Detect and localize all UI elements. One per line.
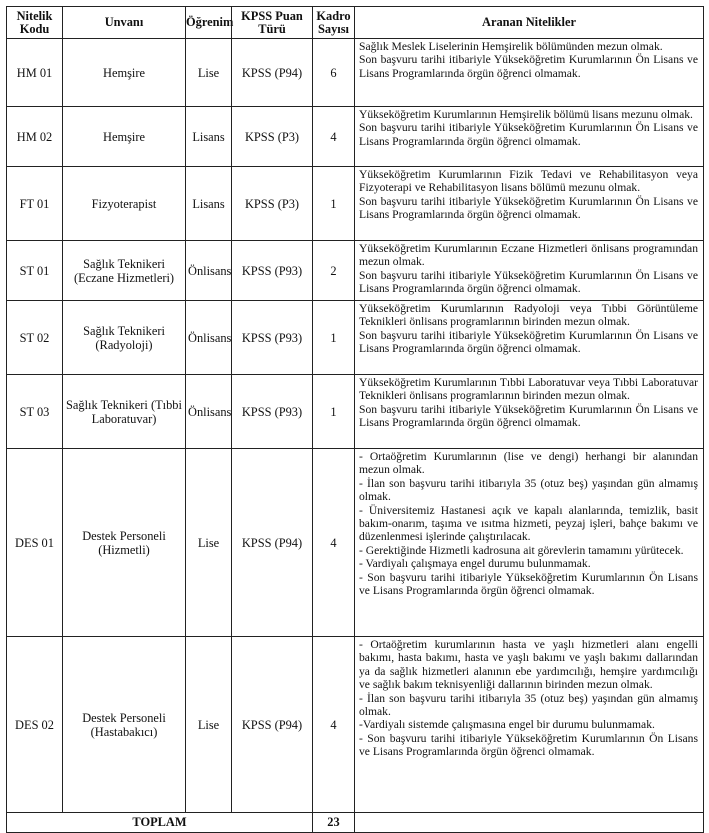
requirement-line: - Üniversitemiz Hastanesi açık ve kapalı alanlarında, temizlik, basit bakım-onarım, taşıma ve ısıtma hizmeti, peyzaj işleri, bahçe bakımı ve düzenlenmesi işlerinde çalıştırılacak. [359,503,698,544]
position-code: DES 02 [7,637,63,813]
requirement-line: Yükseköğretim Kurumlarının Radyoloji veya Tıbbi Görüntüleme Teknikleri önlisans programlarının birinden mezun olmak. [359,302,698,329]
education-level: Önlisans [186,241,232,301]
position-code: ST 01 [7,241,63,301]
position-count: 6 [313,39,355,107]
requirement-line: - Vardiyalı çalışmaya engel durumu bulunmamak. [359,557,591,571]
requirements-cell [355,167,704,241]
total-value: 23 [313,813,355,833]
requirement-line: - Son başvuru tarihi itibariyle Yükseköğretim Kurumlarının Ön Lisans ve Lisans Programlarında örgün öğrenci olmamak. [359,570,698,598]
requirements-cell [355,107,704,167]
kpss-score-type: KPSS (P94) [232,449,313,637]
position-title: Sağlık Teknikeri (Eczane Hizmetleri) [63,241,186,301]
position-title: Sağlık Teknikeri (Tıbbi Laboratuvar) [63,375,186,449]
table-row [7,39,704,107]
header-count: Kadro Sayısı [313,7,355,39]
table-row [7,449,704,637]
education-level: Lisans [186,107,232,167]
position-title: Hemşire [63,107,186,167]
education-level: Lisans [186,167,232,241]
requirement-line: Yükseköğretim Kurumlarının Fizik Tedavi ve Rehabilitasyon veya Fizyoterapi ve Rehabilitasyon lisans bölümü mezunu olmak. [359,168,698,195]
requirement-line: Sağlık Meslek Liselerinin Hemşirelik bölümünden mezun olmak. [359,40,663,53]
requirement-line: - Gerektiğinde Hizmetli kadrosuna ait görevlerin tamamını yürütecek. [359,543,684,557]
position-title: Sağlık Teknikeri (Radyoloji) [63,301,186,375]
position-count: 1 [313,167,355,241]
table-row [7,301,704,375]
requirement-line: Son başvuru tarihi itibariyle Yükseköğretim Kurumlarının Ön Lisans ve Lisans Programlarında örgün öğrenci olmamak. [359,328,698,356]
position-code: DES 01 [7,449,63,637]
requirement-line: - İlan son başvuru tarihi itibarıyla 35 (otuz beş) yaşından gün almamış olmak. [359,476,698,504]
position-count: 1 [313,375,355,449]
requirement-line: Yükseköğretim Kurumlarının Tıbbi Laboratuvar veya Tıbbi Laboratuvar Teknikleri önlisans programlarının birinden mezun olmak. [359,376,698,403]
requirement-line: - Ortaöğretim kurumlarının hasta ve yaşlı hizmetleri alanı engelli bakımı, hasta bakımı, hasta ve yaşlı bakımı ve yaşlı bakımı dallarından ya da sağlık hizmetleri alanının ebe yardımcılığı, hemşire yardımcılığı ve sağlık bakım teknisyenliği dallarının birinden mezun olmak. [359,638,698,692]
kpss-score-type: KPSS (P93) [232,241,313,301]
requirements-cell [355,449,704,637]
kpss-score-type: KPSS (P93) [232,375,313,449]
position-code: HM 01 [7,39,63,107]
requirement-line: Son başvuru tarihi itibariyle Yükseköğretim Kurumlarının Ön Lisans ve Lisans Programlarında örgün öğrenci olmamak. [359,268,698,296]
education-level: Lise [186,449,232,637]
header-title: Unvanı [63,7,186,39]
position-code: ST 03 [7,375,63,449]
requirement-line: Yükseköğretim Kurumlarının Eczane Hizmetleri önlisans programından mezun olmak. [359,242,698,269]
header-requirements: Aranan Nitelikler [355,7,704,39]
requirement-line: Yükseköğretim Kurumlarının Hemşirelik bölümü lisans mezunu olmak. [359,108,693,121]
table-row [7,241,704,301]
position-title: Hemşire [63,39,186,107]
position-count: 1 [313,301,355,375]
header-education: Öğrenim [186,7,232,39]
position-count: 4 [313,107,355,167]
requirement-line: Son başvuru tarihi itibariyle Yükseköğretim Kurumlarının Ön Lisans ve Lisans Programlarında örgün öğrenci olmamak. [359,402,698,430]
table-row [7,167,704,241]
kpss-score-type: KPSS (P3) [232,107,313,167]
requirement-line: -Vardiyalı sistemde çalışmasına engel bir durumu bulunmamak. [359,718,655,732]
education-level: Önlisans [186,375,232,449]
requirements-cell [355,637,704,813]
position-code: ST 02 [7,301,63,375]
kpss-score-type: KPSS (P94) [232,637,313,813]
requirement-line: - Ortaöğretim Kurumlarının (lise ve dengi) herhangi bir alanından mezun olmak. [359,450,698,477]
position-code: HM 02 [7,107,63,167]
table-row [7,107,704,167]
header-code: Nitelik Kodu [7,7,63,39]
requirement-line: Son başvuru tarihi itibariyle Yükseköğretim Kurumlarının Ön Lisans ve Lisans Programlarında örgün öğrenci olmamak. [359,121,698,148]
kpss-score-type: KPSS (P3) [232,167,313,241]
education-level: Önlisans [186,301,232,375]
position-count: 4 [313,637,355,813]
requirements-cell [355,39,704,107]
kpss-score-type: KPSS (P94) [232,39,313,107]
header-row [7,7,704,39]
requirement-line: - İlan son başvuru tarihi itibarıyla 35 (otuz beş) yaşından gün almamış olmak. [359,691,698,719]
position-code: FT 01 [7,167,63,241]
total-label: TOPLAM [7,813,313,833]
position-title: Destek Personeli (Hastabakıcı) [63,637,186,813]
positions-table [6,6,704,833]
education-level: Lise [186,637,232,813]
requirements-cell [355,241,704,301]
requirement-line: Son başvuru tarihi itibariyle Yükseköğretim Kurumlarının Ön Lisans ve Lisans Programlarında örgün öğrenci olmamak. [359,53,698,80]
position-title: Fizyoterapist [63,167,186,241]
kpss-score-type: KPSS (P93) [232,301,313,375]
position-count: 4 [313,449,355,637]
header-kpss: KPSS Puan Türü [232,7,313,39]
table-row [7,637,704,813]
requirement-line: - Son başvuru tarihi itibariyle Yükseköğretim Kurumlarının Ön Lisans ve Lisans Programlarında örgün öğrenci olmamak. [359,731,698,759]
requirements-cell [355,301,704,375]
education-level: Lise [186,39,232,107]
table-row [7,375,704,449]
requirements-cell [355,375,704,449]
requirement-line: Son başvuru tarihi itibariyle Yükseköğretim Kurumlarının Ön Lisans ve Lisans Programlarında örgün öğrenci olmamak. [359,194,698,222]
position-title: Destek Personeli (Hizmetli) [63,449,186,637]
position-count: 2 [313,241,355,301]
